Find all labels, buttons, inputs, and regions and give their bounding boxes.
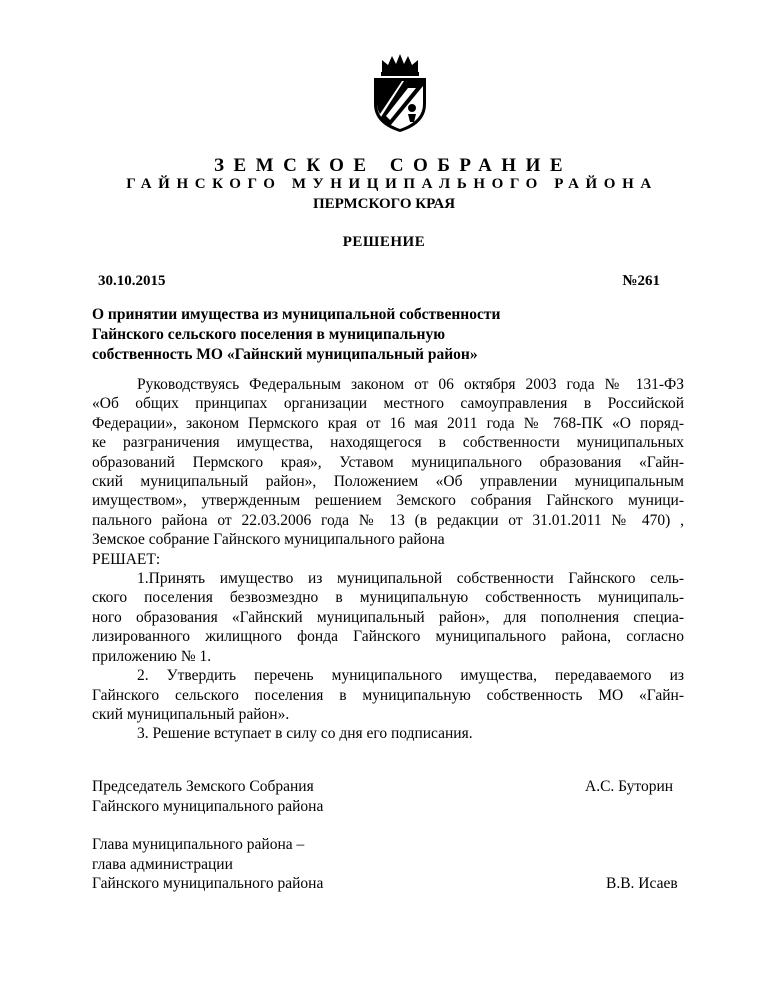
subject-line: Гайнского сельского поселения в муниципальную — [92, 326, 446, 343]
chair-name: А.С. Буторин — [585, 778, 674, 795]
body-line: приложению № 1. — [92, 647, 212, 665]
head-title-line: Глава муниципального района – — [92, 836, 305, 853]
chair-title-line: Председатель Земского Собрания — [92, 778, 314, 795]
header-line3: ПЕРМСКОГО КРАЯ — [312, 196, 456, 212]
head-title — [92, 835, 323, 894]
head-title-line: глава администрации — [92, 855, 233, 873]
body-line: образований Пермского края», Уставом муниципального образования «Гайн- — [92, 453, 684, 471]
body-line: РЕШАЕТ: — [92, 550, 161, 568]
subject-line: О принятии имущества из муниципальной собственности — [92, 306, 501, 323]
body-line: «Об общих принципах организации местного самоуправления в Российской — [92, 395, 684, 413]
chair-title-line: Гайнского муниципального района — [92, 797, 324, 815]
document-body — [92, 375, 684, 744]
header-line1: ЗЕМСКОЕ СОБРАНИЕ — [213, 155, 573, 176]
body-line: имуществом», утвержденным решением Земского собрания Гайнского муници- — [92, 492, 684, 510]
body-line: ного образования «Гайнский муниципальный район», для пополнения специа- — [92, 608, 684, 626]
body-line: ский муниципальный район», Положением «Об управлении муниципальным — [92, 473, 684, 491]
body-line: Гайнского сельского поселения в муниципальную собственность МО «Гайн- — [92, 686, 684, 704]
body-line: ский муниципальный район». — [92, 705, 290, 723]
body-line: пального района от 22.03.2006 года № 13 (в редакции от 31.01.2011 № 470) , — [92, 511, 684, 529]
subject-line: собственность МО «Гайнский муниципальный район» — [92, 346, 478, 363]
body-line: Федерации», законом Пермского края от 16 мая 2011 года № 768-ПК «О поряд- — [92, 414, 684, 432]
body-line: Земское собрание Гайнского муниципального района — [92, 531, 445, 549]
document-type: РЕШЕНИЕ — [342, 234, 426, 250]
body-line: ке разграничения имущества, находящегося в собственности муниципальных — [92, 434, 684, 452]
head-name: В.В. Исаев — [606, 875, 678, 892]
body-line: лизированного жилищного фонда Гайнского муниципального района, согласно — [92, 628, 684, 646]
head-title-line: Гайнского муниципального района — [92, 875, 324, 892]
body-line: 3. Решение вступает в силу со дня его подписания. — [137, 725, 473, 743]
body-line: 1.Принять имущество из муниципальной собственности Гайнского сель- — [137, 570, 684, 588]
body-line: ского поселения безвозмездно в муниципальную собственность муниципаль- — [92, 589, 684, 607]
body-line: Руководствуясь Федеральным законом от 06 октября 2003 года № 131-ФЗ — [137, 376, 684, 393]
header-line2: ГАЙНСКОГО МУНИЦИПАЛЬНОГО РАЙОНА — [126, 176, 658, 192]
document-date: 30.10.2015 — [98, 273, 166, 289]
coat-of-arms-icon — [368, 52, 432, 134]
chair-title — [92, 777, 323, 816]
document-subject — [92, 305, 652, 365]
body-line: 2. Утвердить перечень муниципального имущества, передаваемого из — [137, 667, 684, 685]
document-number: №261 — [622, 273, 660, 289]
